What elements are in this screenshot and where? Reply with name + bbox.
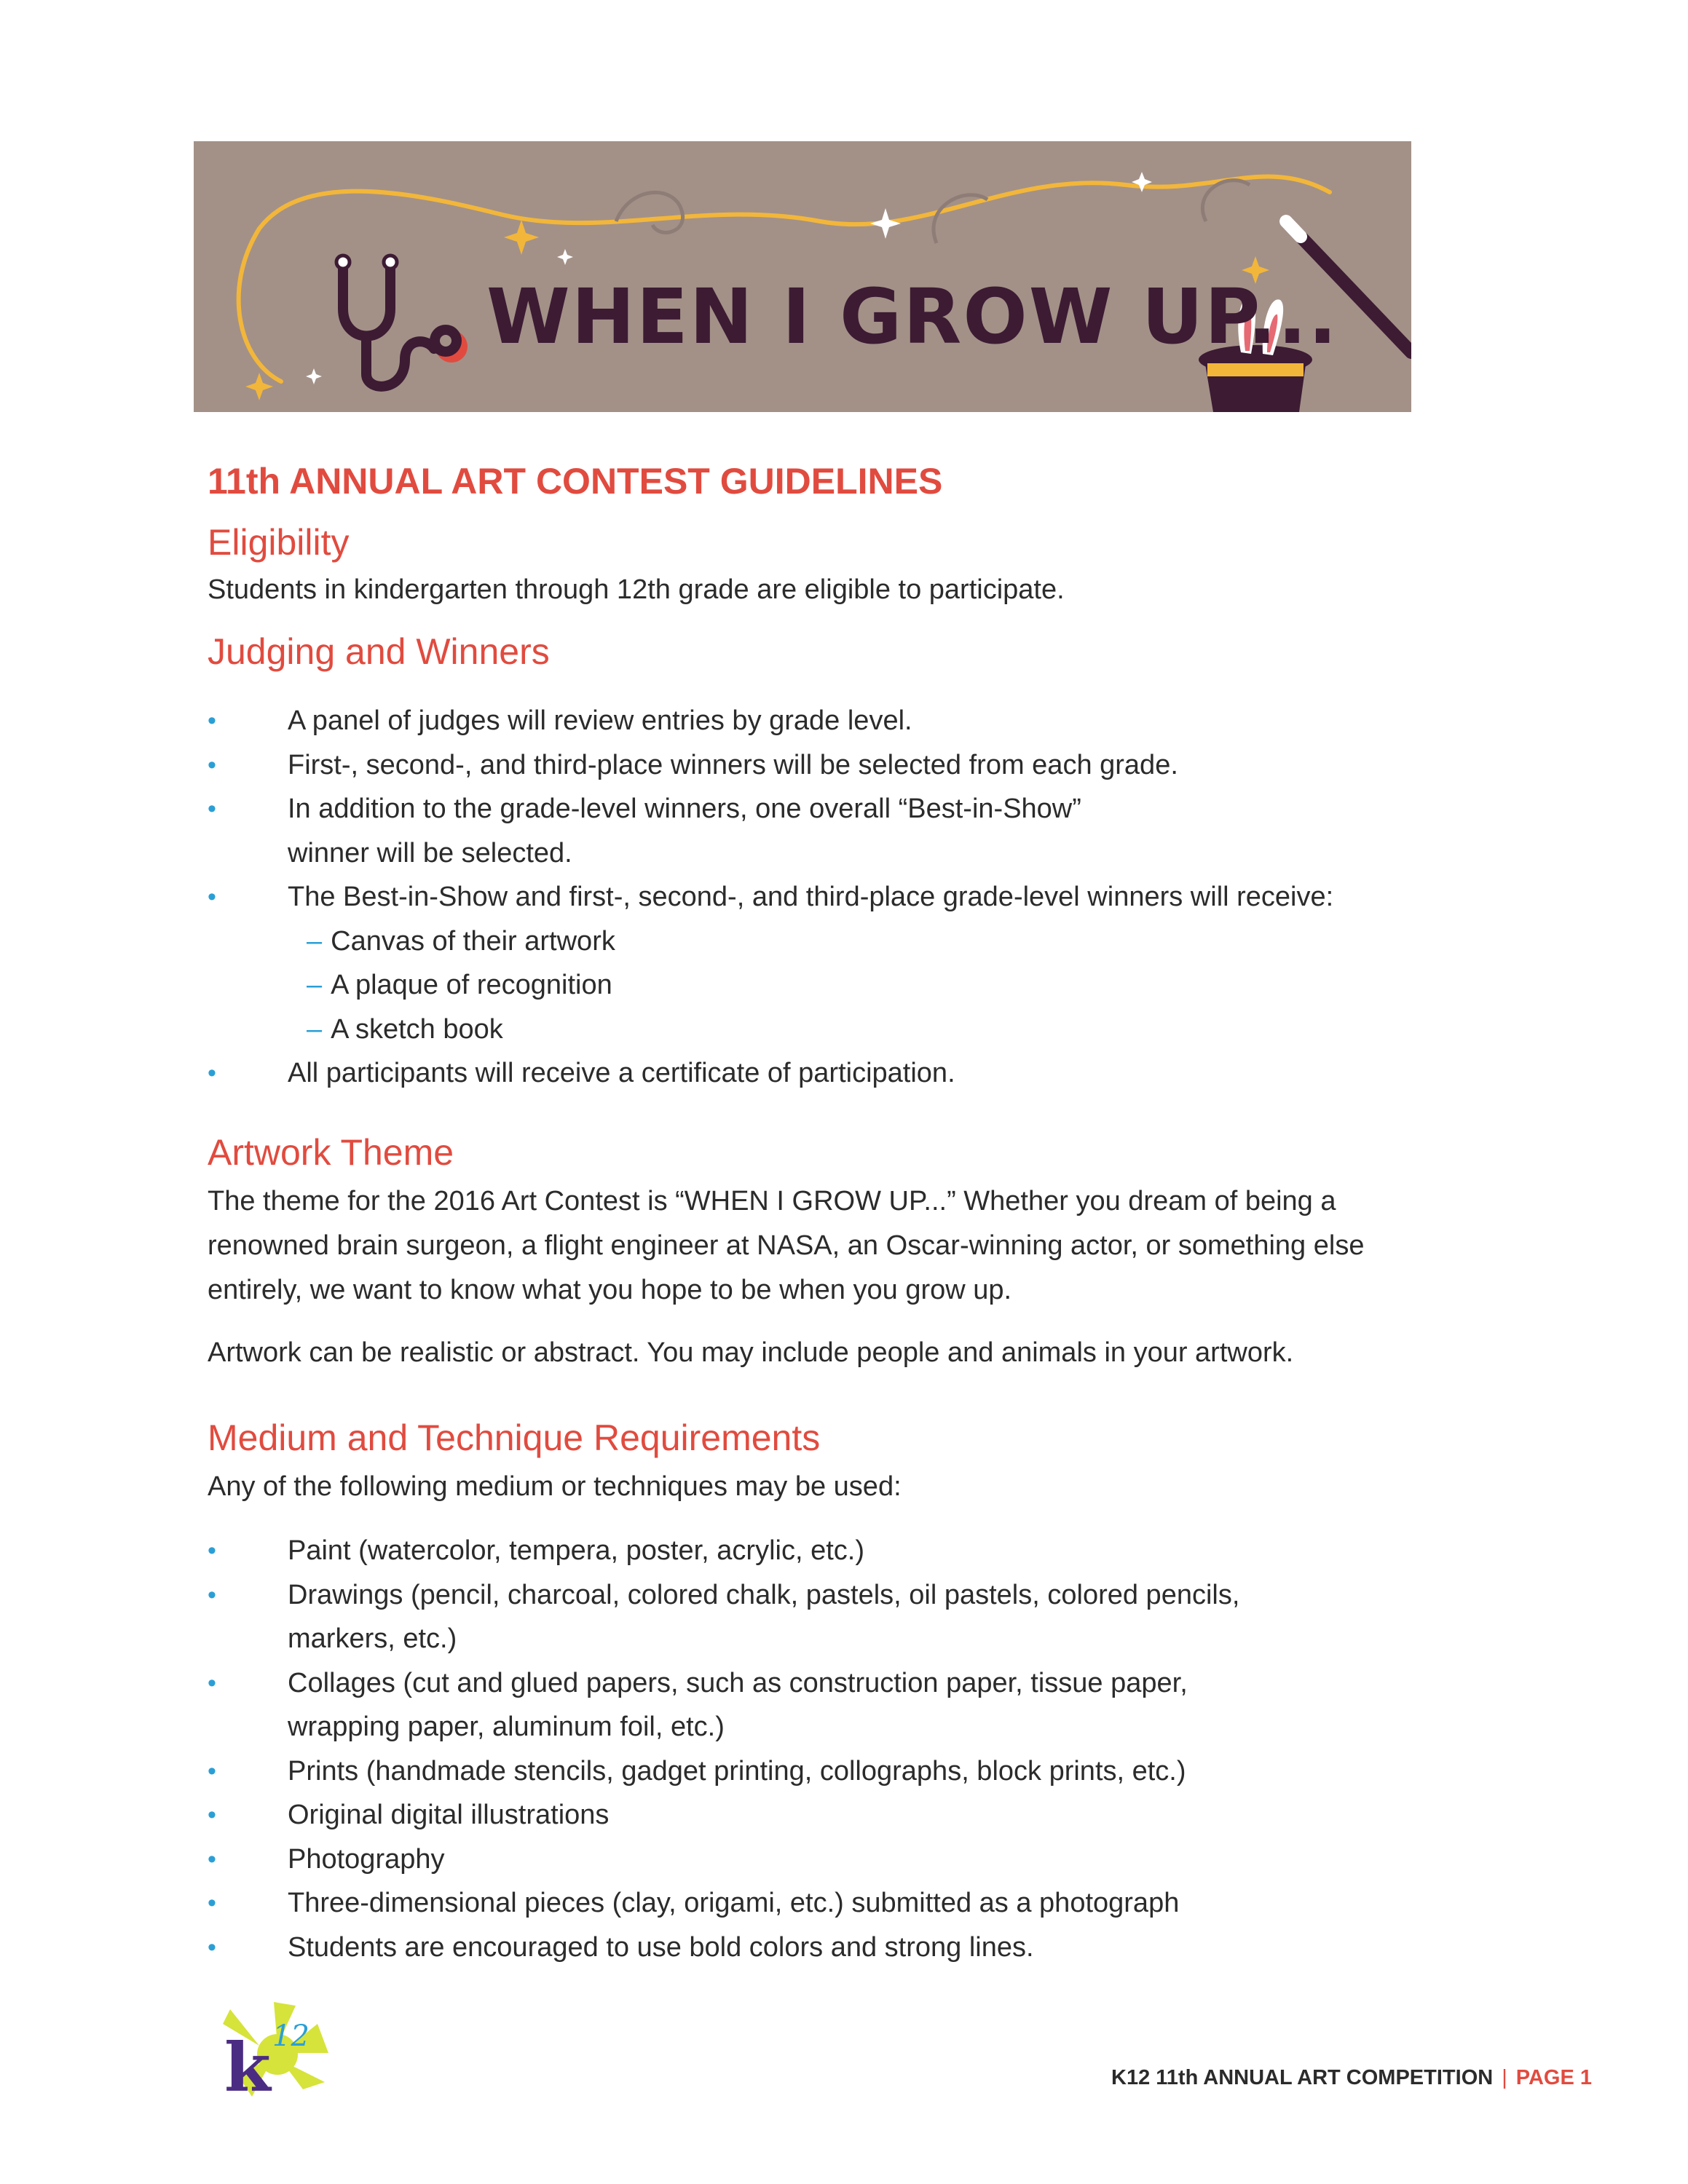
prize-text: A plaque of recognition [331,970,612,1000]
theme-line: The theme for the 2016 Art Contest is “WHEN I GROW UP...” Whether you dream of being a [208,1186,1336,1216]
page-footer [1111,2066,1592,2090]
list-item [208,699,1446,743]
bullet-icon: • [208,707,216,735]
theme-note: Artwork can be realistic or abstract. You may include people and animals in your artwork. [208,1337,1294,1368]
logo-number: 12 [272,2019,309,2053]
list-item [208,1661,1446,1749]
list-item-text: All participants will receive a certificate of participation. [288,1058,955,1088]
footer-title: K12 11th ANNUAL ART COMPETITION [1111,2066,1494,2089]
prize-item [288,1008,1446,1052]
banner-title: WHEN I GROW UP... [486,272,1338,361]
dash-icon: – [307,970,323,1000]
bullet-icon: • [208,1537,216,1564]
judging-list [208,699,1446,1096]
list-item-text: winner will be selected. [288,837,572,869]
list-item-text: Students are encouraged to use bold colors and strong lines. [288,1931,1034,1963]
prize-text: A sketch book [331,1013,503,1045]
footer-separator: | [1502,2066,1507,2089]
bullet-icon: • [208,1801,216,1829]
judging-heading: Judging and Winners [208,631,550,672]
dash-icon: – [307,925,323,957]
list-item-text: First-, second-, and third-place winners will be selected from each grade. [288,749,1178,780]
bullet-icon: • [208,1933,216,1961]
list-item [208,1793,1446,1837]
k12-logo [208,1995,339,2104]
eligibility-text: Students in kindergarten through 12th grade are eligible to participate. [208,574,1065,605]
list-item [208,875,1446,1051]
list-item-text: In addition to the grade-level winners, one overall “Best-in-Show” [288,794,1081,824]
prize-item [288,963,1446,1008]
theme-text [208,1179,1431,1313]
list-item-text: Paint (watercolor, tempera, poster, acrylic, etc.) [288,1535,864,1566]
list-item [208,1749,1446,1794]
bullet-icon: • [208,1059,216,1087]
list-item [208,1529,1446,1573]
page-number: PAGE 1 [1515,2066,1592,2089]
page-title: 11th ANNUAL ART CONTEST GUIDELINES [208,461,943,502]
list-item-text: Original digital illustrations [288,1800,610,1830]
list-item-text: Prints (handmade stencils, gadget printing, collographs, block prints, etc.) [288,1755,1186,1787]
bullet-icon: • [208,751,216,779]
medium-intro: Any of the following medium or techniques may be used: [208,1471,902,1502]
bullet-icon: • [208,1580,216,1609]
theme-line: entirely, we want to know what you hope to be when you grow up. [208,1275,1012,1305]
logo-letter: k [224,2028,271,2104]
list-item [208,743,1446,788]
medium-list [208,1529,1446,1969]
list-item-text: Photography [288,1843,445,1875]
bullet-icon: • [208,883,216,911]
bullet-icon: • [208,1757,216,1785]
list-item-text: Drawings (pencil, charcoal, colored chalk, pastels, oil pastels, colored pencils, [288,1579,1240,1610]
dash-icon: – [307,1013,323,1045]
list-item-text: A panel of judges will review entries by grade level. [288,705,912,736]
list-item [208,1926,1446,1970]
theme-heading: Artwork Theme [208,1132,454,1173]
list-item-text: wrapping paper, aluminum foil, etc.) [288,1712,725,1742]
bullet-icon: • [208,1669,216,1697]
medium-heading: Medium and Technique Requirements [208,1417,821,1458]
eligibility-heading: Eligibility [208,522,350,563]
list-item [208,1881,1446,1926]
list-item [208,1573,1446,1661]
bullet-icon: • [208,1845,216,1873]
list-item-text: The Best-in-Show and first-, second-, and third-place grade-level winners will receive: [288,882,1334,912]
list-item-text: Three-dimensional pieces (clay, origami, etc.) submitted as a photograph [288,1888,1180,1918]
list-item [208,1051,1446,1096]
list-item-text: markers, etc.) [288,1623,457,1654]
prize-item [288,919,1446,964]
theme-line: renowned brain surgeon, a flight engineer at NASA, an Oscar-winning actor, or something else [208,1230,1365,1261]
list-item [208,1837,1446,1882]
bullet-icon: • [208,795,216,823]
list-item [208,787,1446,875]
list-item-text: Collages (cut and glued papers, such as construction paper, tissue paper, [288,1667,1188,1698]
bullet-icon: • [208,1889,216,1917]
prize-text: Canvas of their artwork [331,925,615,957]
header-banner [194,141,1411,412]
